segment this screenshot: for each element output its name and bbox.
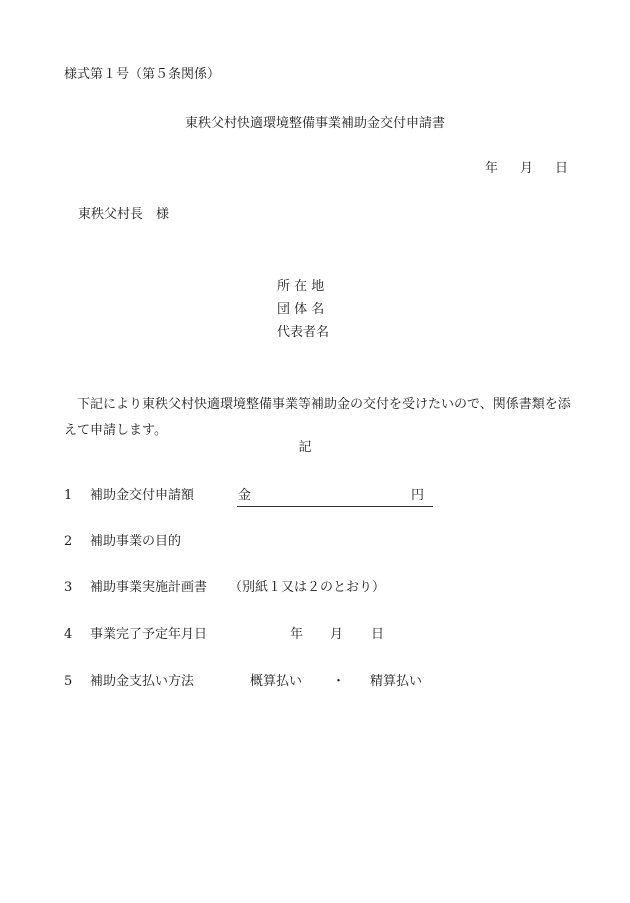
form-number: 様式第１号（第５条関係） — [64, 67, 221, 82]
date-year-label: 年 — [484, 161, 498, 176]
addressee: 東秩父村長 様 — [78, 207, 170, 222]
applicant-organization-label: 団 体 名 — [277, 302, 325, 317]
item-number: 4 — [64, 627, 73, 642]
payment-option-settlement: 精算払い — [370, 674, 423, 689]
ki-heading: 記 — [298, 440, 312, 455]
item-subsidy-amount — [64, 489, 194, 502]
completion-month-label: 月 — [330, 627, 344, 642]
item-payment-method — [64, 675, 194, 688]
item-number: 3 — [64, 580, 73, 595]
plan-note: （別紙１又は２のとおり） — [229, 580, 386, 595]
item-label: 補助金交付申請額 — [90, 488, 195, 503]
item-label: 補助事業の目的 — [90, 534, 182, 549]
payment-option-estimate: 概算払い — [250, 674, 303, 689]
amount-suffix: 円 — [411, 488, 425, 503]
item-project-purpose — [64, 535, 181, 548]
item-completion-date — [64, 628, 207, 641]
applicant-address-label: 所 在 地 — [277, 279, 325, 294]
item-number: 5 — [64, 674, 73, 689]
item-number: 1 — [64, 488, 73, 503]
item-label: 補助金支払い方法 — [90, 674, 195, 689]
amount-underline — [237, 506, 433, 507]
completion-day-label: 日 — [371, 627, 385, 642]
application-date — [485, 162, 568, 175]
date-day-label: 日 — [554, 161, 568, 176]
item-number: 2 — [64, 534, 73, 549]
payment-separator: ・ — [332, 674, 346, 689]
item-label: 補助事業実施計画書 — [90, 580, 208, 595]
completion-year-label: 年 — [290, 627, 304, 642]
application-body-text: 下記により東秩父村快適環境整備事業等補助金の交付を受けたいので、関係書類を添えて申請します。 — [64, 397, 571, 438]
date-month-label: 月 — [519, 161, 533, 176]
document-title: 東秩父村快適環境整備事業補助金交付申請書 — [184, 116, 445, 131]
applicant-representative-label: 代表者名 — [277, 325, 330, 340]
amount-prefix: 金 — [238, 488, 252, 503]
item-label: 事業完了予定年月日 — [90, 627, 208, 642]
item-implementation-plan — [64, 581, 207, 594]
